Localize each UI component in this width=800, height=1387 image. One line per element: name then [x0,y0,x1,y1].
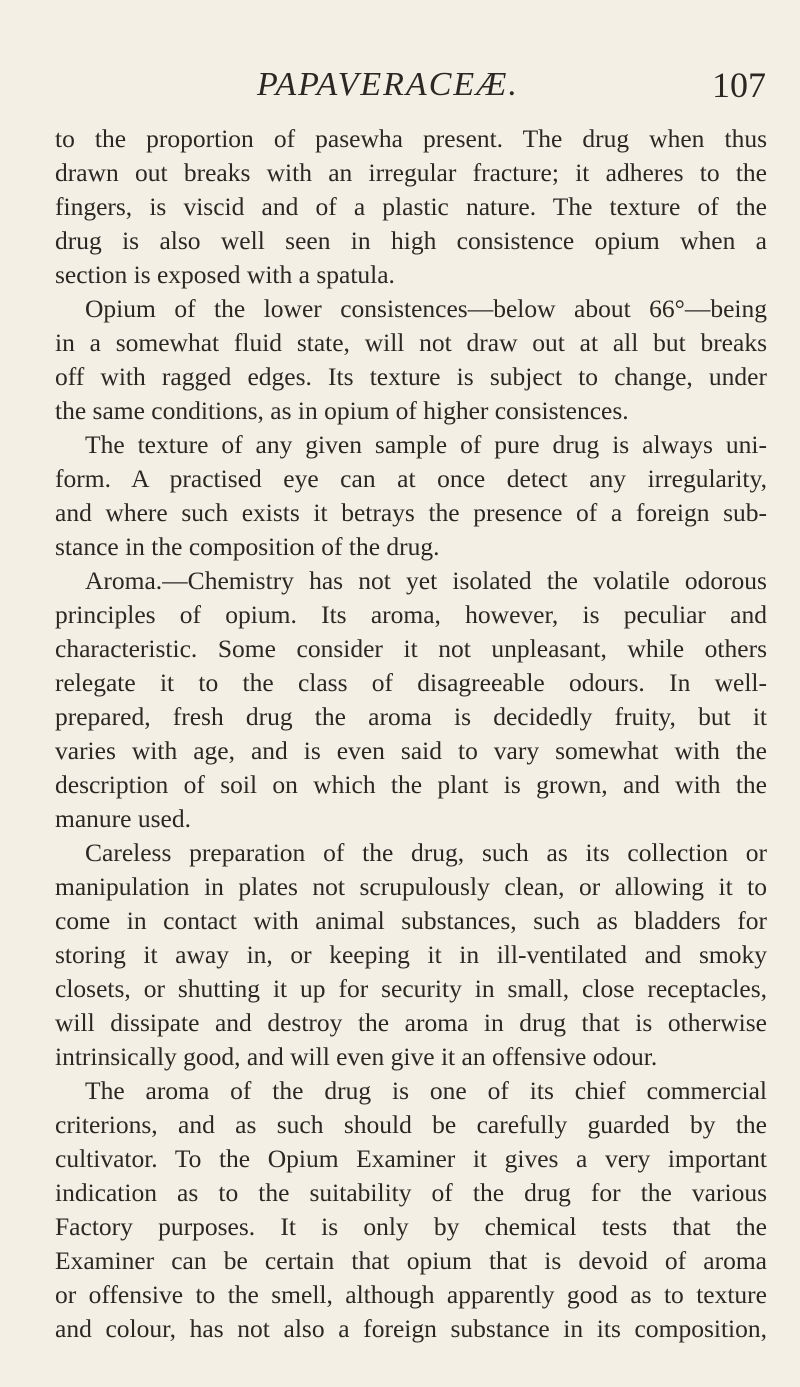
text-line: Careless preparation of the drug, such as its collection or [85,838,767,867]
text-line: Factory purposes. It is only by chemical tests that the [55,1212,767,1241]
text-line: to the proportion of pasewha present. The drug when thus [55,124,767,153]
text-line: relegate it to the class of disagreeable odours. In well- [55,668,767,697]
text-line: come in contact with animal substances, such as bladders for [55,906,767,935]
text-line: principles of opium. Its aroma, however, is peculiar and [55,600,767,629]
text-line: Examiner can be certain that opium that is devoid of aroma [55,1246,767,1275]
text-line: stance in the composition of the drug. [55,532,440,561]
page-header [0,60,800,110]
text-line: storing it away in, or keeping it in ill-ventilated and smoky [55,940,767,969]
text-line: and colour, has not also a foreign substance in its composition, [55,1314,767,1343]
text-line: intrinsically good, and will even give it an offensive odour. [55,1042,658,1071]
text-line: fingers, is viscid and of a plastic nature. The texture of the [55,192,767,221]
text-line: criterions, and as such should be carefully guarded by the [55,1110,767,1139]
text-line: description of soil on which the plant is grown, and with the [55,770,767,799]
text-line: manure used. [55,804,191,833]
text-line: or offensive to the smell, although apparently good as to texture [55,1280,767,1309]
text-line: varies with age, and is even said to vary somewhat with the [55,736,767,765]
body-text [55,122,767,1346]
text-line: Opium of the lower consistences—below about 66°—being [85,294,767,323]
text-line: The aroma of the drug is one of its chief commercial [85,1076,767,1105]
text-line: the same conditions, as in opium of higher consistences. [55,396,629,425]
text-line: indication as to the suitability of the drug for the various [55,1178,767,1207]
text-line: off with ragged edges. Its texture is subject to change, under [55,362,767,391]
text-line: closets, or shutting it up for security in small, close receptacles, [55,974,767,1003]
text-line: in a somewhat fluid state, will not draw out at all but breaks [55,328,767,357]
running-head: PAPAVERACEÆ. [257,66,519,103]
text-line: and where such exists it betrays the presence of a foreign sub- [55,498,767,527]
text-line: drug is also well seen in high consistence opium when a [55,226,767,255]
text-line: section is exposed with a spatula. [55,260,395,289]
text-line: The texture of any given sample of pure drug is always uni- [85,430,767,459]
page-number: 107 [712,65,766,105]
text-line: cultivator. To the Opium Examiner it gives a very important [55,1144,767,1173]
text-line: prepared, fresh drug the aroma is decidedly fruity, but it [55,702,767,731]
text-line: characteristic. Some consider it not unpleasant, while others [55,634,767,663]
text-line: Aroma.—Chemistry has not yet isolated the volatile odorous [85,566,767,595]
text-line: will dissipate and destroy the aroma in drug that is otherwise [55,1008,767,1037]
text-line: form. A practised eye can at once detect any irregularity, [55,464,767,493]
text-line: manipulation in plates not scrupulously clean, or allowing it to [55,872,767,901]
text-line: drawn out breaks with an irregular fracture; it adheres to the [55,158,767,187]
